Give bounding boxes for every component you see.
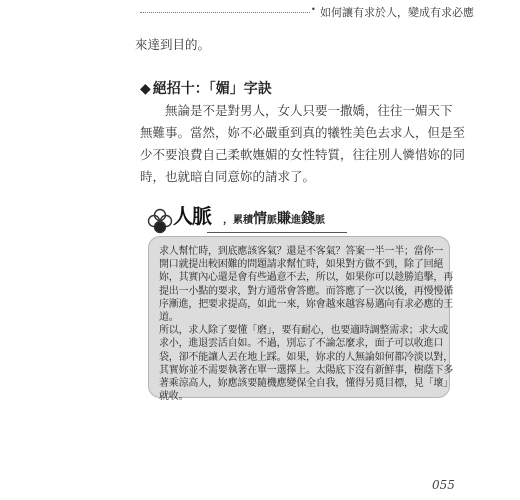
tip-line: 袋，卻不能讓人丟在地上踩。如果，妳求的人無論如何都冷淡以對， xyxy=(159,351,453,363)
tip-line: 序漸進，把要求提高，如此一來，妳會越來越容易邁向有求必應的王 xyxy=(159,298,453,310)
tip-line: 其實妳並不需要執著在單一選擇上。太陽底下沒有新鮮事，樹蔭下多 xyxy=(159,364,453,376)
body-line: 無論是不是對男人，女人只要一撒嬌，往往一媚天下 xyxy=(140,103,453,118)
banner-underline xyxy=(207,232,347,233)
tip-line: 開口就提出較困難的問題請求幫忙時，如果對方做不到，除了回絕 xyxy=(159,259,444,271)
banner-sub-big: 情 xyxy=(253,211,267,227)
renmai-banner xyxy=(145,198,345,234)
tip-line: 道。 xyxy=(159,312,179,324)
tip-line: 所以，求人除了要懂「磨」，要有耐心，也要適時調整需求；求大或 xyxy=(159,325,448,337)
section-heading xyxy=(140,78,272,98)
banner-title: 人脈 xyxy=(173,204,211,228)
tip-box xyxy=(148,236,453,403)
section-title: 絕招十：「媚」字訣 xyxy=(152,81,272,97)
tip-line: 求小，進退雲活自如。不過，別忘了不論怎麼求，面子可以收進口 xyxy=(159,338,444,350)
page-number: 055 xyxy=(432,478,455,492)
header-divider xyxy=(140,12,310,13)
diamond-icon: ◆ xyxy=(140,81,151,97)
banner-sub-small: ，累積 xyxy=(223,215,253,226)
intro-text: 來達到目的。 xyxy=(135,37,211,52)
banner-sub-small: 脈 xyxy=(267,215,277,226)
body-line: 時，也就暗自同意妳的請求了。 xyxy=(140,169,316,184)
banner-subtitle xyxy=(223,208,325,228)
tip-line: 著乘涼高人，妳應該要隨機應變保全自我，懂得另覓目標，見「壞」 xyxy=(159,378,453,390)
banner-sub-big: 賺 xyxy=(277,211,291,227)
header-bullet: • xyxy=(311,5,316,14)
running-header-title: 如何讓有求於人，變成有求必應 xyxy=(320,6,474,19)
tip-line: 妳，其實內心還是會有些過意不去，所以，如果你可以趁勝追擊，再 xyxy=(159,272,453,284)
banner-sub-big: 錢 xyxy=(301,211,315,227)
tip-line: 求人幫忙時，到底應該客氣？還是不客氣？答案一半一半；當你一 xyxy=(159,246,444,257)
body-line: 無難事。當然，妳不必嚴重到真的犧牲美色去求人，但是至 xyxy=(140,125,466,140)
body-paragraph xyxy=(140,100,470,188)
banner-sub-small: 進 xyxy=(291,215,301,226)
banner-sub-small: 脈 xyxy=(315,215,325,226)
clover-icon xyxy=(145,206,175,236)
tip-line: 提出一小點的要求，對方通常會答應。而答應了一次以後，再慢慢循 xyxy=(159,285,453,297)
tip-line: 就收。 xyxy=(159,391,189,403)
body-line: 少不要浪費自己柔軟嫵媚的女性特質，往往別人憐惜妳的同 xyxy=(140,147,466,162)
